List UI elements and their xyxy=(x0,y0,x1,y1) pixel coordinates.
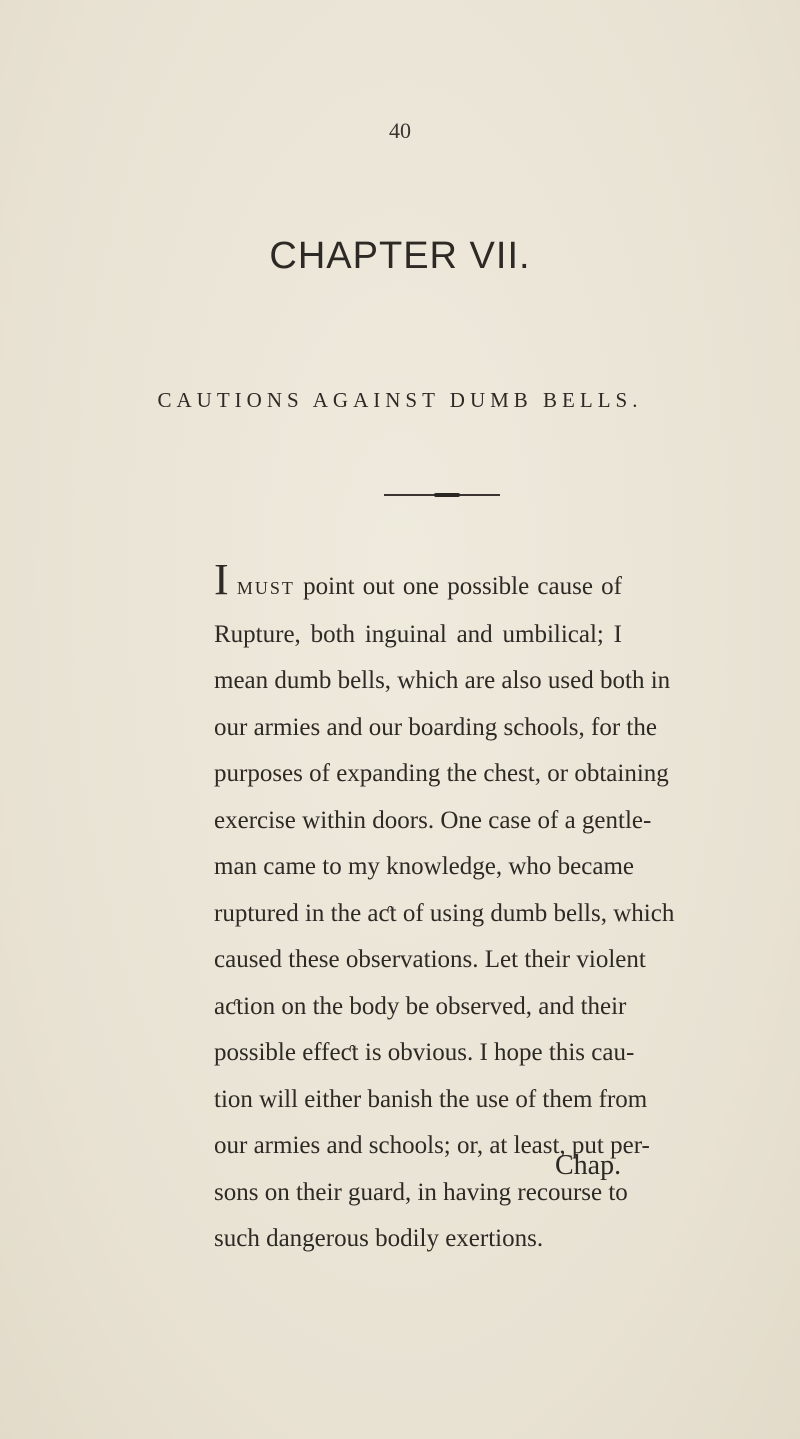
text-line: man came to my knowledge, who became xyxy=(214,853,634,880)
text-line xyxy=(214,555,622,612)
drop-cap: I xyxy=(214,555,229,604)
ornamental-rule xyxy=(384,494,500,496)
text-line: our armies and our boarding schools, for the xyxy=(214,713,657,741)
text-line: possible effeƈt is obvious. I hope this cau- xyxy=(214,1039,635,1066)
text-line: tion will either banish the use of them from xyxy=(214,1085,648,1113)
catchword: Chap. xyxy=(555,1150,622,1181)
text-line: sons on their guard, in having recourse to xyxy=(214,1178,628,1206)
page-number: 40 xyxy=(389,118,411,143)
text-line-segment: point out one possible cause of xyxy=(294,573,622,600)
chapter-subtitle: CAUTIONS AGAINST DUMB BELLS. xyxy=(157,388,643,412)
text-line: such dangerous bodily exertions. xyxy=(214,1225,544,1252)
text-line: our armies and schools; or, at least, put per- xyxy=(214,1132,650,1159)
text-line: Rupture, both inguinal and umbilical; I xyxy=(214,620,622,648)
chapter-title: CHAPTER VII. xyxy=(269,235,531,277)
text-line: mean dumb bells, which are also used both in xyxy=(214,667,671,694)
text-line: caused these observations. Let their violent xyxy=(214,946,646,973)
text-line: aƈtion on the body be observed, and their xyxy=(214,992,627,1020)
text-line: exercise within doors. One case of a gentle- xyxy=(214,806,652,834)
text-line: purposes of expanding the chest, or obtaining xyxy=(214,760,669,787)
text-line: ruptured in the aƈt of using dumb bells, which xyxy=(214,899,675,927)
first-word: MUST xyxy=(236,578,295,598)
